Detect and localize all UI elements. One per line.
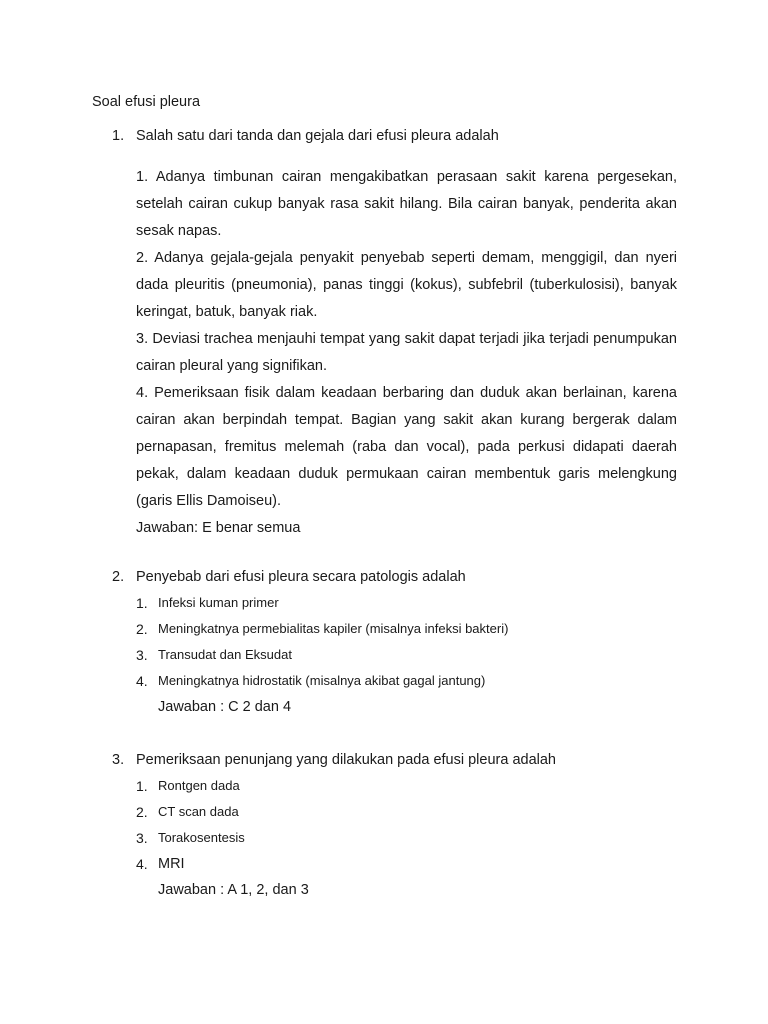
option-text: Infeksi kuman primer — [158, 595, 279, 610]
option-item — [136, 851, 636, 877]
option-item — [136, 799, 636, 825]
question-3-number: 3. — [112, 752, 125, 768]
option-text: Rontgen dada — [158, 778, 240, 793]
option-number: 1. — [136, 778, 148, 794]
option-number: 3. — [136, 830, 148, 846]
question-1-header — [112, 126, 692, 146]
question-1-item-1: 1. Adanya timbunan cairan mengakibatkan perasaan sakit karena pergesekan, setelah cairan cukup banyak rasa sakit hilang. Bila cairan banyak, penderita akan sesak napas. — [136, 169, 677, 239]
question-2-text: Penyebab dari efusi pleura secara patologis adalah — [136, 569, 466, 585]
question-2-answer: Jawaban : C 2 dan 4 — [158, 699, 292, 715]
question-1-item-3: 3. Deviasi trachea menjauhi tempat yang sakit dapat terjadi jika terjadi penumpukan cairan pleural yang signifikan. — [136, 331, 677, 374]
option-text: Meningkatnya permebialitas kapiler (misalnya infeksi bakteri) — [158, 621, 509, 636]
option-text: Transudat dan Eksudat — [158, 647, 292, 662]
question-2-number: 2. — [112, 569, 125, 585]
option-number: 3. — [136, 647, 148, 663]
question-3-answer: Jawaban : A 1, 2, dan 3 — [158, 882, 309, 898]
option-text: MRI — [158, 856, 185, 872]
question-1-item-2: 2. Adanya gejala-gejala penyakit penyebab seperti demam, menggigil, dan nyeri dada pleuritis (pneumonia), panas tinggi (kokus), subfebril (tuberkulosisi), banyak keringat, batuk, banyak riak. — [136, 250, 677, 320]
option-item — [136, 590, 636, 616]
question-1-items — [136, 164, 677, 542]
option-item — [136, 773, 636, 799]
question-1-text: Salah satu dari tanda dan gejala dari efusi pleura adalah — [136, 128, 499, 144]
question-1-answer: Jawaban: E benar semua — [136, 520, 301, 536]
option-item — [136, 825, 636, 851]
question-1-number: 1. — [112, 128, 125, 144]
option-item — [136, 668, 636, 694]
option-number: 2. — [136, 804, 148, 820]
question-3-options — [136, 773, 636, 903]
option-number: 4. — [136, 673, 148, 689]
option-text: CT scan dada — [158, 804, 239, 819]
question-2-header — [112, 567, 692, 587]
option-number: 1. — [136, 595, 148, 611]
option-number: 2. — [136, 621, 148, 637]
option-text: Meningkatnya hidrostatik (misalnya akibat gagal jantung) — [158, 673, 486, 688]
option-item — [136, 642, 636, 668]
option-text: Torakosentesis — [158, 830, 245, 845]
question-1-item-4: 4. Pemeriksaan fisik dalam keadaan berbaring dan duduk akan berlainan, karena cairan akan berpindah tempat. Bagian yang sakit akan kurang bergerak dalam pernapasan, fremitus melemah (raba dan vocal), pada perkusi didapati daerah pekak, dalam keadaan duduk permukaan cairan membentuk garis melengkung (garis Ellis Damoiseu). — [136, 385, 677, 509]
question-3-header — [112, 750, 692, 770]
option-item — [136, 616, 636, 642]
document-title: Soal efusi pleura — [92, 94, 201, 110]
question-2-options — [136, 590, 636, 720]
question-3 — [112, 750, 692, 770]
question-1 — [112, 126, 692, 146]
option-number: 4. — [136, 856, 148, 872]
question-2 — [112, 567, 692, 587]
question-3-text: Pemeriksaan penunjang yang dilakukan pada efusi pleura adalah — [136, 752, 556, 768]
